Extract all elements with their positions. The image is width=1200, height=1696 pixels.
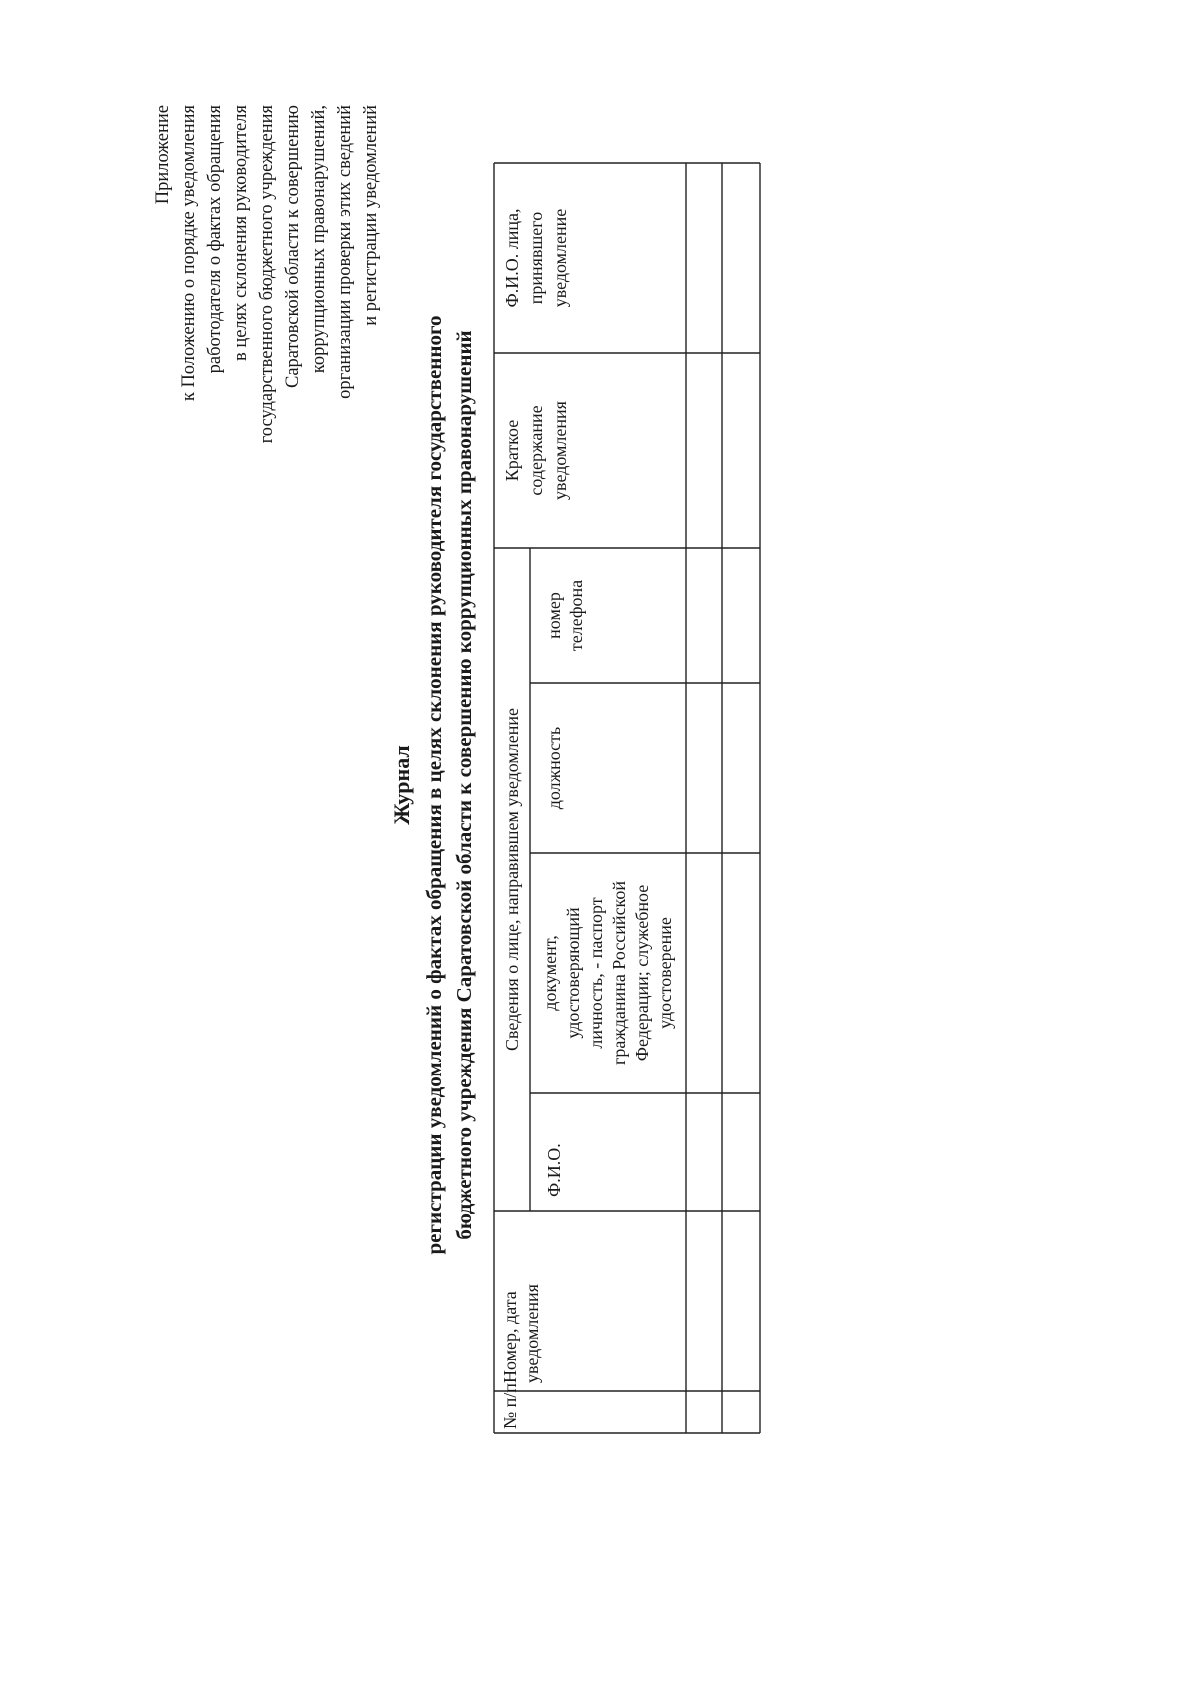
header-receiver-line: уведомление <box>550 208 570 308</box>
journal-subtitle-line: бюджетного учреждения Саратовской области к совершению коррупционных правонарушений <box>452 330 476 1240</box>
header-document-line: документ, <box>540 935 560 1011</box>
header-number: № п/п <box>500 1383 520 1429</box>
journal-title: Журнал <box>389 745 414 825</box>
header-summary-line: Краткое <box>502 419 522 482</box>
header-date-line: Номер, дата <box>500 1291 520 1383</box>
journal-subtitle-line: регистрации уведомлений о фактах обращения в целях склонения руководителя государственного <box>422 315 446 1255</box>
header-fio: Ф.И.О. <box>544 1143 564 1197</box>
appendix-line: организации проверки этих сведений <box>335 105 355 399</box>
header-group: Сведения о лице, направившем уведомление <box>502 707 522 1052</box>
header-summary-line: уведомления <box>550 401 570 500</box>
header-document-line: удостоверение <box>655 917 675 1029</box>
appendix-svg <box>138 105 381 444</box>
header-phone-line: номер <box>544 592 564 639</box>
header-position: должность <box>544 726 564 810</box>
header-summary-line: содержание <box>526 405 546 496</box>
header-phone-line: телефона <box>566 579 586 652</box>
header-receiver-line: принявшего <box>526 211 546 305</box>
header-receiver-line: Ф.И.О. лица, <box>502 208 522 308</box>
appendix-line: работодателя о фактах обращения <box>205 105 225 374</box>
appendix-line: коррупционных правонарушений, <box>309 105 329 374</box>
header-document-line: удостоверяющий <box>563 907 583 1039</box>
appendix-line: государственного бюджетного учреждения <box>257 105 277 444</box>
appendix-line: к Положению о порядке уведомления <box>179 105 199 402</box>
header-date-line: уведомления <box>522 1284 542 1383</box>
header-document-line: личность, - паспорт <box>586 897 606 1049</box>
appendix-block <box>138 105 381 444</box>
appendix-line: Саратовской области к совершению <box>283 105 303 388</box>
journal-title-svg <box>385 140 485 1430</box>
journal-title-block <box>385 140 485 1430</box>
appendix-line: Приложение <box>153 105 173 205</box>
appendix-line: в целях склонения руководителя <box>231 105 251 362</box>
journal-table <box>494 163 760 1433</box>
appendix-line: и регистрации уведомлений <box>361 105 381 326</box>
header-document-line: Федерации; служебное <box>632 884 652 1062</box>
journal-table-block <box>494 163 760 1433</box>
header-document-line: гражданина Российской <box>609 880 629 1066</box>
